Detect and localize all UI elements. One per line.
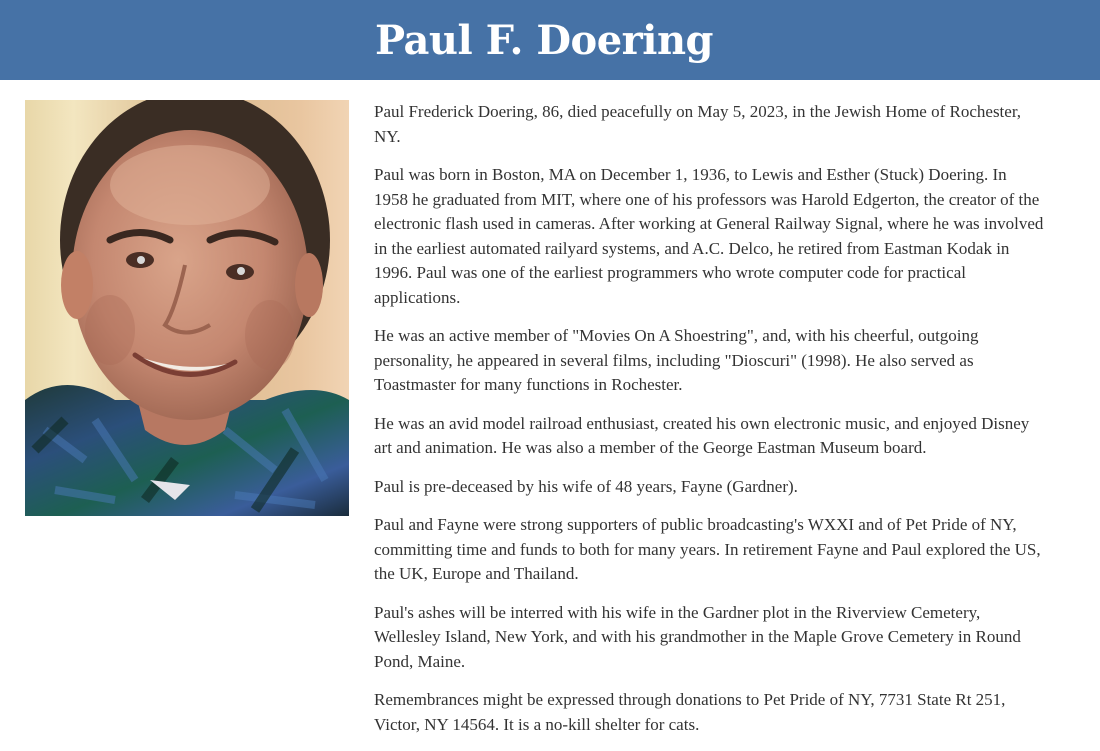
obituary-paragraph: Paul Frederick Doering, 86, died peacefully on May 5, 2023, in the Jewish Home of Rochester, NY. bbox=[374, 102, 1022, 146]
obituary-paragraph: Paul is pre-deceased by his wife of 48 years, Fayne (Gardner). bbox=[374, 476, 798, 496]
page-title: Paul F. Doering bbox=[375, 16, 713, 64]
obituary-paragraph: He was an active member of "Movies On A Shoestring", and, with his cheerful, outgoing personality, he appeared in several films, including "Dioscuri" (1998). He also served as Toastmaster for many functions in Rochester. bbox=[374, 326, 979, 394]
obituary-paragraph: Paul's ashes will be interred with his wife in the Gardner plot in the Riverview Cemetery, Wellesley Island, New York, and with his grandmother in the Maple Grove Cemetery in Round Pond, Maine. bbox=[374, 602, 1021, 671]
obituary-paragraph: Paul and Fayne were strong supporters of public broadcasting's WXXI and of Pet Pride of NY, committing time and funds to both for many years. In retirement Fayne and Paul explored the US, the UK, Europe and Thailand. bbox=[374, 515, 1041, 583]
page-header bbox=[0, 0, 1100, 80]
obituary-paragraph: He was an avid model railroad enthusiast, created his own electronic music, and enjoyed Disney art and animation. He was also a member of the George Eastman Museum board. bbox=[374, 413, 1030, 457]
obituary-paragraph: Paul was born in Boston, MA on December 1, 1936, to Lewis and Esther (Stuck) Doering. In 1958 he graduated from MIT, where one of his professors was Harold Edgerton, the creator of the electronic flash used in cameras. After working at General Railway Signal, where he was involved in the earliest automated railyard systems, and A.C. Delco, he retired from Eastman Kodak in 1996. Paul was one of the earliest programmers who wrote computer code for practical applications. bbox=[374, 165, 1044, 307]
obituary-paragraph: Remembrances might be expressed through donations to Pet Pride of NY, 7731 State Rt 251, Victor, NY 14564. It is a no-kill shelter for cats. bbox=[374, 690, 1006, 734]
portrait-photo bbox=[25, 100, 349, 516]
obituary-text bbox=[374, 100, 1044, 751]
